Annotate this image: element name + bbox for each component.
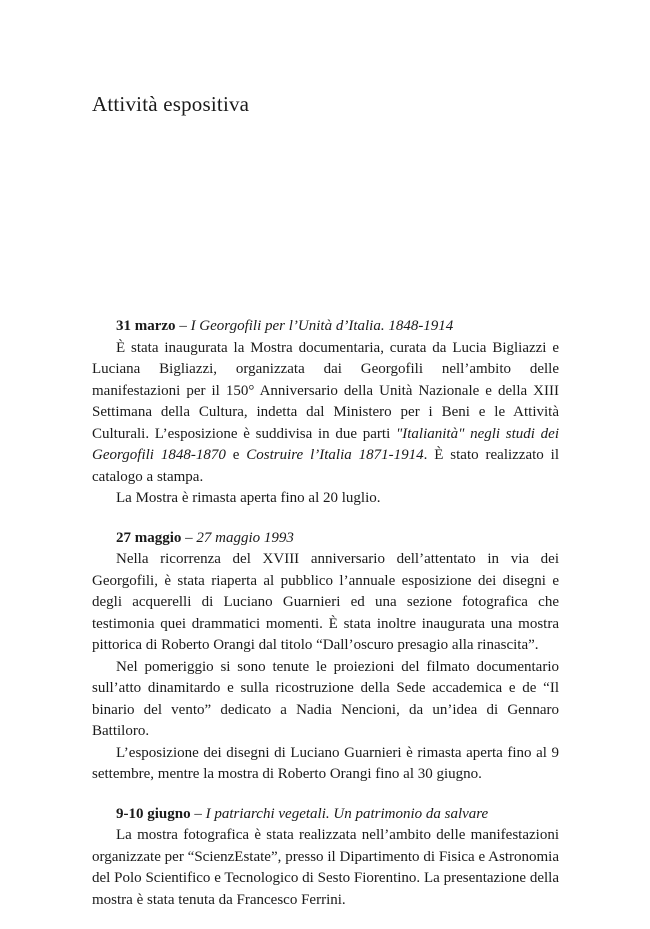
- page-title: Attività espositiva: [92, 92, 250, 116]
- entry-separator: –: [190, 805, 206, 822]
- entry-paragraph: Nella ricorrenza del XVIII anniversario dell’attentato in via dei Georgofili, è stata riaperta al pubblico l’annuale esposizione dei disegni e degli acquerelli di Luciano Guarnieri ed una sezione fotografica che testimonia quei drammatici momenti. È stata inoltre inaugurata una mostra pittorica di Roberto Orangi dal titolo “Dall’oscuro presagio alla rinascita”.: [92, 551, 559, 653]
- entry-date: 9-10 giugno: [116, 805, 191, 822]
- entry-text: . È stato realizzato il catalogo a stampa.: [92, 447, 560, 485]
- entries-list: [92, 316, 559, 929]
- entry-paragraph: La Mostra è rimasta aperta fino al 20 luglio.: [116, 490, 381, 506]
- entry-27-maggio: [92, 528, 559, 786]
- entry-paragraph: [92, 338, 559, 489]
- entry-separator: –: [181, 529, 197, 546]
- entry-text-italic: "Italianità" negli studi dei Georgofili 1848-1870: [92, 425, 560, 463]
- entry-text: e: [225, 447, 247, 463]
- entry-title: 27 maggio 1993: [196, 529, 294, 546]
- entry-title: I Georgofili per l’Unità d’Italia. 1848-1914: [190, 318, 454, 334]
- entry-date: 27 maggio: [116, 529, 182, 546]
- entry-31-marzo: [92, 316, 559, 510]
- entry-date: 31 marzo: [116, 318, 176, 334]
- entry-heading: [92, 528, 559, 550]
- entry-text-italic: Costruire l’Italia 1871-1914: [246, 447, 424, 463]
- entry-paragraph: L’esposizione dei disegni di Luciano Guarnieri è rimasta aperta fino al 9 settembre, mentre la mostra di Roberto Orangi fino al 30 giugno.: [92, 744, 559, 782]
- entry-text: È stata inaugurata la Mostra documentaria, curata da Lucia Bigliazzi e Luciana Bigliazzi, organizzata dai Georgofili nell’ambito delle manifestazioni per il 150° Anniversario della Unità Nazionale e della XIII Settimana della Cultura, indetta dal Ministero per i Beni e le Attività Culturali. L’esposizione è suddivisa in due parti: [92, 339, 559, 442]
- entry-separator: –: [175, 318, 191, 334]
- entry-paragraph: La mostra fotografica è stata realizzata nell’ambito delle manifestazioni organizzate per “ScienzEstate”, presso il Dipartimento di Fisica e Astronomia del Polo Scientifico e Tecnologico di Sesto Fiorentino. La presentazione della mostra è stata tenuta da Francesco Ferrini.: [92, 827, 559, 908]
- entry-paragraph: Nel pomeriggio si sono tenute le proiezioni del filmato documentario sull’atto dinamitardo e sulla ricostruzione della Sede accademica e de “Il binario del vento” dedicato a Nadia Nencioni, da un’idea di Gennaro Battiloro.: [92, 658, 559, 739]
- entry-9-10-giugno: [92, 804, 559, 912]
- entry-heading: [92, 316, 559, 338]
- entry-title: I patriarchi vegetali. Un patrimonio da salvare: [205, 805, 489, 822]
- entry-heading: [92, 804, 559, 826]
